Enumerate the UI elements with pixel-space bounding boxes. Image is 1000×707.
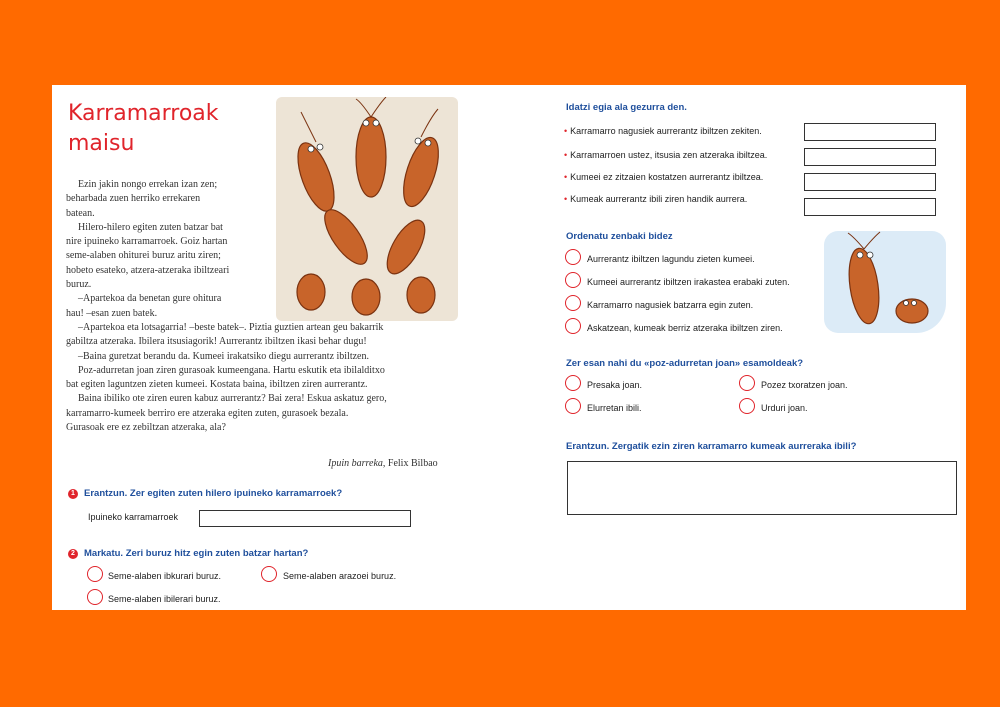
order-input-4[interactable] <box>565 318 581 334</box>
question-2-heading <box>68 548 308 559</box>
story-line: nire ipuineko karramarroek. Goiz hartan <box>66 236 228 248</box>
question-number: 1 <box>68 489 78 499</box>
question-text: Markatu. Zeri buruz hitz egin zuten batzar hartan? <box>84 548 309 559</box>
meaning-option-label: Presaka joan. <box>587 380 643 390</box>
story-line: karramarro-kumeek berriro ere atzeraka egiten zuten, gurasoek bezala. <box>66 407 349 419</box>
story-line: Ezin jakin nongo errekan izan zen; <box>78 179 218 190</box>
meaning-heading: Zer esan nahi du «poz-adurretan joan» esamoldeak? <box>566 358 804 369</box>
checkbox-q2-option-2[interactable] <box>261 566 277 582</box>
story-line: hobeto esateko, atzera-atzeraka ibiltzeari <box>66 264 230 276</box>
page-title: Karramarroak maisu <box>68 101 219 156</box>
credit-title: Ipuin barreka <box>328 458 383 469</box>
truefalse-input-3[interactable] <box>804 173 936 191</box>
checkbox-meaning-2[interactable] <box>739 375 755 391</box>
story-line: hau! –esan zuen batek. <box>66 307 158 319</box>
truefalse-input-1[interactable] <box>804 123 936 141</box>
q2-option-label: Seme-alaben ibilerari buruz. <box>108 594 221 604</box>
crayfish-small-illustration <box>824 231 946 333</box>
truefalse-input-2[interactable] <box>804 148 936 166</box>
final-question-heading: Erantzun. Zergatik ezin ziren karramarro kumeak aurreraka ibili? <box>566 441 857 452</box>
truefalse-item: • Kumeei ez zitzaien kostatzen aurrerantz ibiltzea. <box>564 172 764 182</box>
story-line: –Baina guretzat berandu da. Kumeei irakatsiko diegu aurrerantz ibiltzen. <box>78 350 369 362</box>
order-heading: Ordenatu zenbaki bidez <box>566 231 673 242</box>
order-item: Aurrerantz ibiltzen lagundu zieten kumeei. <box>587 254 755 264</box>
answer-input-q1[interactable] <box>199 510 411 527</box>
crayfish-small-drawing <box>824 231 946 333</box>
story-line: seme-alaben ohiturei buruz aritu ziren; <box>66 250 221 262</box>
q2-option-label: Seme-alaben ibkurari buruz. <box>108 571 222 581</box>
story-line: Hilero-hilero egiten zuten batzar bat <box>78 221 223 233</box>
order-input-3[interactable] <box>565 295 581 311</box>
order-input-1[interactable] <box>565 249 581 265</box>
checkbox-meaning-4[interactable] <box>739 398 755 414</box>
meaning-option-label: Elurretan ibili. <box>587 403 642 413</box>
answer-prefix: Ipuineko karramarroek <box>88 512 179 522</box>
checkbox-q2-option-1[interactable] <box>87 566 103 582</box>
final-answer-textarea[interactable] <box>567 461 957 515</box>
checkbox-meaning-3[interactable] <box>565 398 581 414</box>
story-line: Poz-adurretan joan ziren gurasoak kumeengana. Hartu eskutik eta ibilalditxo <box>78 364 385 376</box>
story-line: –Apartekoa eta lotsagarria! –beste batek–. Piztia guztien artean geu bakarrik <box>78 321 384 333</box>
meaning-option-label: Urduri joan. <box>761 403 808 413</box>
order-input-2[interactable] <box>565 272 581 288</box>
question-number: 2 <box>68 549 78 559</box>
order-item: Kumeei aurrerantz ibiltzen irakastea erabaki zuten. <box>587 277 790 287</box>
q2-option-label: Seme-alaben arazoei buruz. <box>283 571 397 581</box>
story-line: beharbada zuen herriko errekaren <box>66 193 201 205</box>
order-item: Askatzean, kumeak berriz atzeraka ibiltzen ziren. <box>587 323 783 333</box>
truefalse-input-4[interactable] <box>804 198 936 216</box>
checkbox-meaning-1[interactable] <box>565 375 581 391</box>
truefalse-heading: Idatzi egia ala gezurra den. <box>566 102 687 113</box>
truefalse-item: • Karramarro nagusiek aurrerantz ibiltzen zekiten. <box>564 126 762 136</box>
story-credit <box>328 458 438 469</box>
story-line: buruz. <box>66 279 92 291</box>
meaning-option-label: Pozez txoratzen joan. <box>761 380 848 390</box>
worksheet <box>52 85 966 610</box>
question-text: Erantzun. Zer egiten zuten hilero ipuineko karramarroek? <box>84 488 343 499</box>
truefalse-item: • Karramarroen ustez, itsusia zen atzeraka ibiltzea. <box>564 150 768 160</box>
story-line: gabiltza atzeraka. Ibilera itsusiagorik! Aurrerantz ibiltzen ikasi behar dugu! <box>66 336 367 348</box>
story-line: batean. <box>66 207 95 219</box>
story-line: Baina ibiliko ote ziren euren kabuz aurrerantz? Bai zera! Eskua askatuz gero, <box>78 393 387 405</box>
truefalse-item: • Kumeak aurrerantz ibili ziren handik aurrera. <box>564 194 748 204</box>
story-line: Gurasoak ere ez zebiltzan atzeraka, ala? <box>66 422 226 434</box>
story-line: –Apartekoa da benetan gure ohitura <box>78 293 222 305</box>
story-text <box>66 178 466 435</box>
story-line: bat egiten laguntzen zieten kumeei. Kostata baina, ibiltzen ziren aurrerantz. <box>66 379 368 391</box>
credit-author: , Felix Bilbao <box>382 458 438 469</box>
question-1-heading <box>68 488 342 499</box>
order-item: Karramarro nagusiek batzarra egin zuten. <box>587 300 754 310</box>
checkbox-q2-option-3[interactable] <box>87 589 103 605</box>
